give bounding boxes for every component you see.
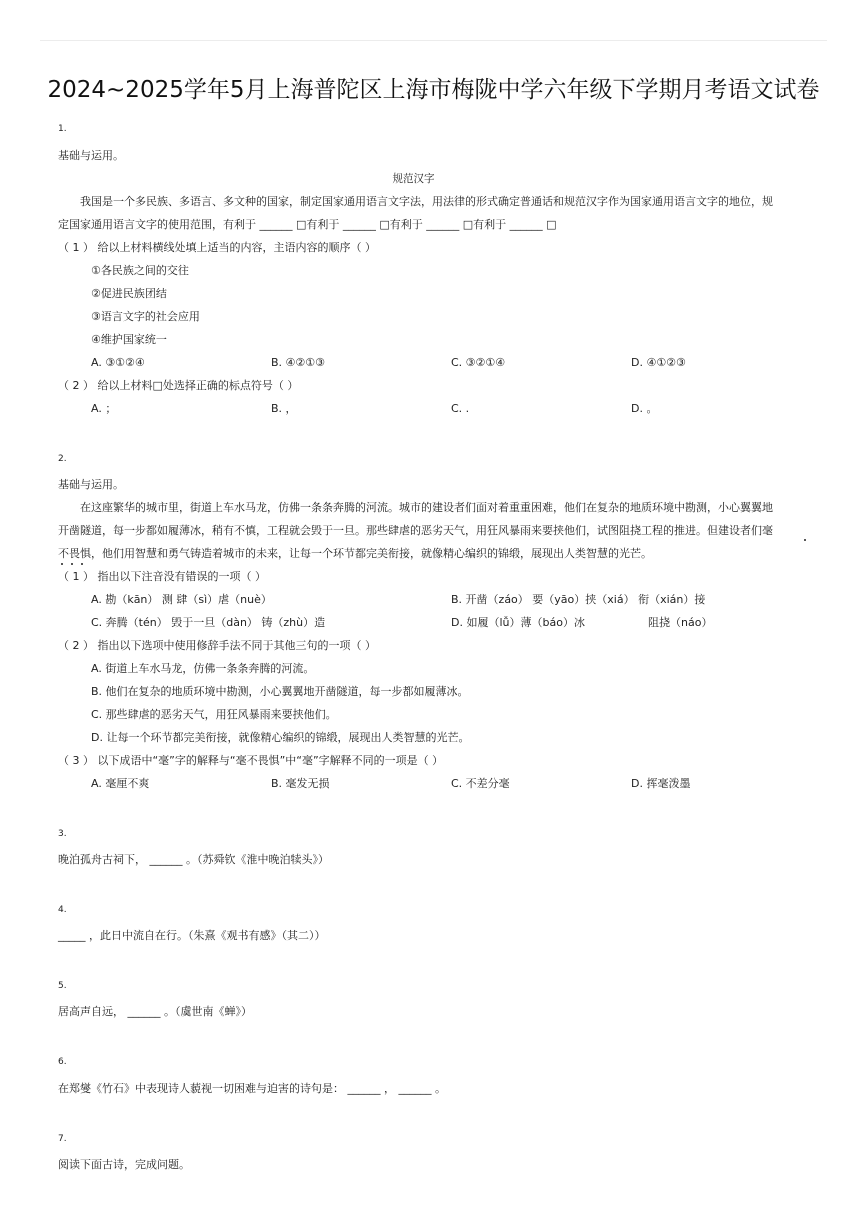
passage-1-line-1: 我国是一个多民族、多语言、多文种的国家，制定国家通用语言文字法，用法律的形式确定普通话和规范汉字作为国家通用语言文字的地位，规: [80, 195, 773, 208]
emphasis-dot: [804, 539, 806, 541]
question-4-text: _____ ，此日中流自在行。（朱熹《观书有感》（其二））: [58, 929, 326, 942]
question-6-number: 6.: [58, 1057, 67, 1067]
emphasis-dot: [61, 563, 63, 565]
passage-1-line-2: 定国家通用语言文字的使用范围，有利于 ______ □有利于 ______ □有利于 ______ □有利于 ______ □: [58, 218, 557, 231]
q2-sub2-option-c[interactable]: C. 那些肆虐的恶劣天气，用狂风暴雨来要挟他们。: [91, 708, 337, 721]
question-5-text: 居高声自远， ______ 。（虞世南《蝉》）: [58, 1005, 252, 1018]
passage-2-line-3: 不畏惧，他们用智慧和勇气铸造着城市的未来，让每一个环节都完美衔接，就像精心编织的锦缎，展现出人类智慧的光芒。: [58, 547, 652, 560]
q1-sub1-item-2: ②促进民族团结: [91, 287, 167, 300]
passage-2-line-2: 开凿隧道，每一步都如履薄冰，稍有不慎，工程就会毁于一旦。那些肆虐的恶劣天气，用狂风暴雨来要挟他们，试图阻挠工程的推进。但建设者们毫: [58, 524, 773, 537]
q2-sub1-option-c[interactable]: C. 奔腾（tén） 毁于一旦（dàn） 铸（zhù）造: [91, 616, 326, 629]
q2-sub1-option-d[interactable]: D. 如履（lǚ）薄（báo）冰: [451, 616, 585, 629]
passage-2-line-1: 在这座繁华的城市里，街道上车水马龙，仿佛一条条奔腾的河流。城市的建设者们面对着重重困难，他们在复杂的地质环境中勘测，小心翼翼地: [80, 501, 773, 514]
question-1-section: 基础与运用。: [58, 149, 124, 162]
q1-sub1-option-b[interactable]: B. ④②①③: [271, 356, 325, 369]
q2-sub3-stem: （ 3 ） 以下成语中“毫”字的解释与“毫不畏惧”中“毫”字解释不同的一项是（ ）: [58, 754, 444, 767]
question-3-text: 晚泊孤舟古祠下， ______ 。（苏舜钦《淮中晚泊犊头》）: [58, 853, 329, 866]
q1-sub1-stem: （ 1 ） 给以上材料横线处填上适当的内容，主语内容的顺序（ ）: [58, 241, 376, 254]
question-6-text: 在郑燮《竹石》中表现诗人藐视一切困难与迫害的诗句是： ______ ， ______ 。: [58, 1082, 446, 1095]
q1-sub2-stem: （ 2 ） 给以上材料□处选择正确的标点符号（ ）: [58, 379, 299, 392]
q1-sub2-option-d[interactable]: D. 。: [631, 402, 658, 415]
q1-sub2-option-b[interactable]: B. ，: [271, 402, 297, 415]
emphasis-dot: [81, 563, 83, 565]
question-2-section: 基础与运用。: [58, 478, 124, 491]
q2-sub2-stem: （ 2 ） 指出以下选项中使用修辞手法不同于其他三句的一项（ ）: [58, 639, 376, 652]
q2-sub3-option-a[interactable]: A. 毫厘不爽: [91, 777, 150, 790]
q2-sub2-option-b[interactable]: B. 他们在复杂的地质环境中勘测，小心翼翼地开凿隧道，每一步都如履薄冰。: [91, 685, 469, 698]
q1-sub1-item-3: ③语言文字的社会应用: [91, 310, 200, 323]
question-7-text: 阅读下面古诗，完成问题。: [58, 1158, 190, 1171]
q1-sub2-option-a[interactable]: A. ；: [91, 402, 117, 415]
question-4-number: 4.: [58, 905, 67, 915]
page-title: 2024~2025学年5月上海普陀区上海市梅陇中学六年级下学期月考语文试卷: [47, 77, 820, 103]
q1-sub2-option-c[interactable]: C. .: [451, 402, 470, 415]
q2-sub1-option-a[interactable]: A. 勘（kān） 测 肆（sì）虐（nuè）: [91, 593, 272, 606]
q1-sub1-option-d[interactable]: D. ④①②③: [631, 356, 686, 369]
question-2-number: 2.: [58, 454, 67, 464]
question-3-number: 3.: [58, 829, 67, 839]
question-1-number: 1.: [58, 124, 67, 134]
top-divider: [40, 40, 827, 41]
q2-sub3-option-b[interactable]: B. 毫发无损: [271, 777, 330, 790]
q2-sub1-stem: （ 1 ） 指出以下注音没有错误的一项（ ）: [58, 570, 266, 583]
q2-sub3-option-c[interactable]: C. 不差分毫: [451, 777, 510, 790]
q1-sub1-option-a[interactable]: A. ③①②④: [91, 356, 145, 369]
question-7-number: 7.: [58, 1134, 67, 1144]
q2-sub3-option-d[interactable]: D. 挥毫泼墨: [631, 777, 691, 790]
q2-sub2-option-d[interactable]: D. 让每一个环节都完美衔接，就像精心编织的锦缎，展现出人类智慧的光芒。: [91, 731, 470, 744]
q1-sub1-item-1: ①各民族之间的交往: [91, 264, 189, 277]
q1-sub1-item-4: ④维护国家统一: [91, 333, 167, 346]
emphasis-dot: [71, 563, 73, 565]
q2-sub2-option-a[interactable]: A. 街道上车水马龙，仿佛一条条奔腾的河流。: [91, 662, 315, 675]
q2-sub1-option-d-continued: 阻挠（náo）: [648, 616, 713, 629]
passage-1-title: 规范汉字: [392, 172, 435, 185]
question-5-number: 5.: [58, 981, 67, 991]
q2-sub1-option-b[interactable]: B. 开凿（záo） 要（yāo）挟（xiá） 衔（xián）接: [451, 593, 706, 606]
q1-sub1-option-c[interactable]: C. ③②①④: [451, 356, 506, 369]
